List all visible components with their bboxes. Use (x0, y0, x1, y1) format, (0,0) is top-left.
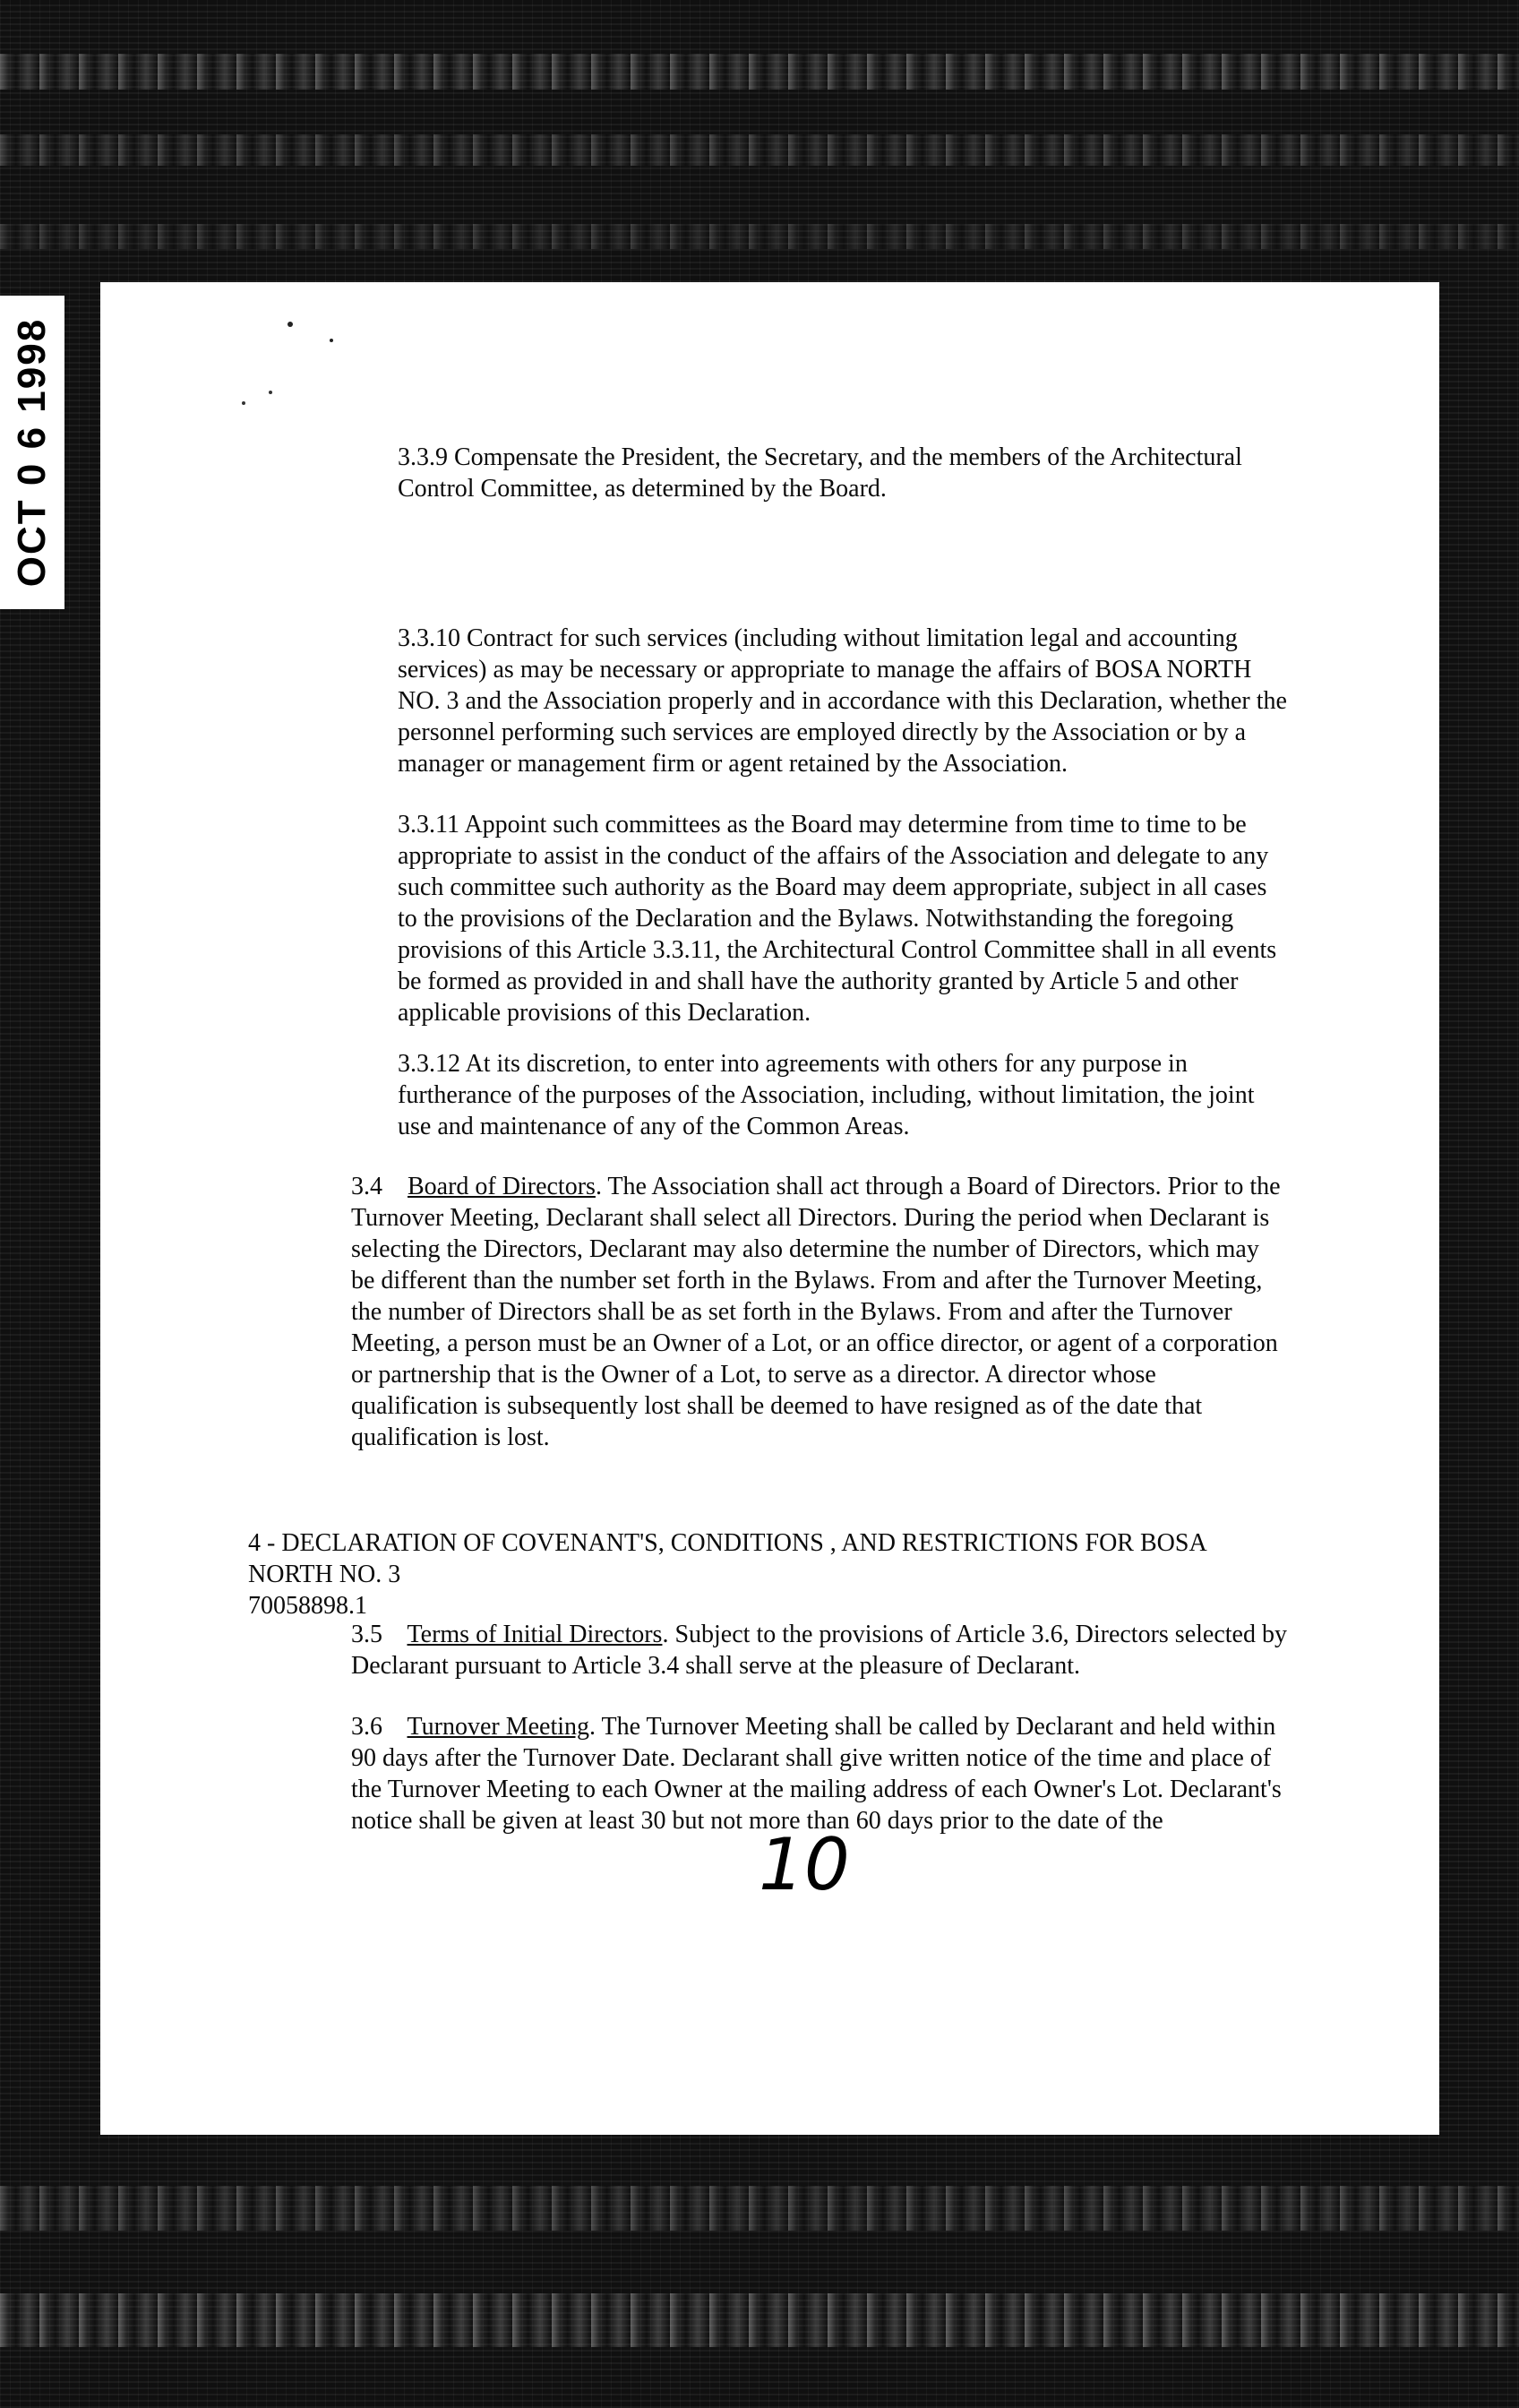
scan-noise-bottom (0, 2186, 1519, 2231)
handwritten-page-number: 10 (759, 1823, 850, 1906)
section-number: 3.4 (351, 1173, 382, 1200)
section-number: 3.3.11 (398, 811, 459, 838)
section-text: Contract for such services (including without limitation legal and accounting services) as may be necessary or appropriate to manage the affairs of BOSA NORTH NO. 3 and the Association properly and in accordance with this Declaration, whether the personnel performing such services are employed directly by the Association or by a manager or management firm or agent retained by the Association. (398, 624, 1287, 778)
section-heading: Turnover Meeting (407, 1713, 590, 1741)
scan-noise-bottom-2 (0, 2293, 1519, 2347)
section-number: 3.3.12 (398, 1050, 460, 1078)
date-stamp-text: OCT 0 6 1998 (10, 317, 54, 588)
scan-noise-top-2 (0, 134, 1519, 166)
section-heading: Board of Directors (408, 1173, 596, 1200)
section-number: 3.5 (351, 1621, 382, 1648)
footer-doc-id: 70058898.1 (248, 1592, 367, 1620)
section-number: 3.3.10 (398, 624, 460, 652)
section-number: 3.3.9 (398, 443, 448, 471)
section-text: . The Turnover Meeting shall be called by Declarant and held within 90 days after the Turnover Date. Declarant shall give written notice of the time and place of the Turnover Meeting to each Owner at the mailing address of each Owner's Lot. Declarant's notice shall be given at least 30 but not more than 60 days prior to the date of the (351, 1713, 1282, 1835)
section-3-3-9 (100, 442, 1439, 504)
document-page (100, 282, 1439, 2135)
section-text: . Subject to the provisions of Article 3.6, Directors selected by Declarant pursuant to Article 3.4 shall serve at the pleasure of Declarant. (351, 1621, 1287, 1680)
scan-specks (235, 305, 342, 412)
section-text: At its discretion, to enter into agreements with others for any purpose in furtherance of the purposes of the Association, including, without limitation, the joint use and maintenance of any of the Common Areas. (398, 1050, 1255, 1140)
section-3-4 (100, 1171, 1439, 1453)
section-3-3-10 (100, 623, 1439, 779)
scan-noise-top-3 (0, 224, 1519, 249)
section-3-6 (100, 1711, 1439, 1836)
section-text: Compensate the President, the Secretary, and the members of the Architectural Control Committee, as determined by the Board. (398, 443, 1242, 503)
running-footer (100, 1527, 1439, 1621)
section-text: . The Association shall act through a Board of Directors. Prior to the Turnover Meeting, Declarant shall select all Directors. During the period when Declarant is selecting the Directors, Declarant may also determine the number of Directors, which may be different than the number set forth in the Bylaws. From and after the Turnover Meeting, the number of Directors shall be as set forth in the Bylaws. From and after the Turnover Meeting, a person must be an Owner of a Lot, or an office director, or agent of a corporation or partnership that is the Owner of a Lot, to serve as a director. A director whose qualification is subsequently lost shall be deemed to have resigned as of the date that qualification is lost. (351, 1173, 1281, 1451)
section-3-5 (100, 1619, 1439, 1681)
section-3-3-12 (100, 1048, 1439, 1142)
section-number: 3.6 (351, 1713, 382, 1741)
scan-noise-top (0, 54, 1519, 90)
section-3-3-11 (100, 809, 1439, 1028)
section-heading: Terms of Initial Directors (407, 1621, 663, 1648)
footer-title: 4 - DECLARATION OF COVENANT'S, CONDITIONS , AND RESTRICTIONS FOR BOSA NORTH NO. 3 (248, 1529, 1206, 1588)
section-text: Appoint such committees as the Board may determine from time to time to be appropriate to assist in the conduct of the affairs of the Association and delegate to any such committee such authority as the Board may deem appropriate, subject in all cases to the provisions of the Declaration and the Bylaws. Notwithstanding the foregoing provisions of this Article 3.3.11, the Architectural Control Committee shall in all events be formed as provided in and shall have the authority granted by Article 5 and other applicable provisions of this Declaration. (398, 811, 1277, 1027)
